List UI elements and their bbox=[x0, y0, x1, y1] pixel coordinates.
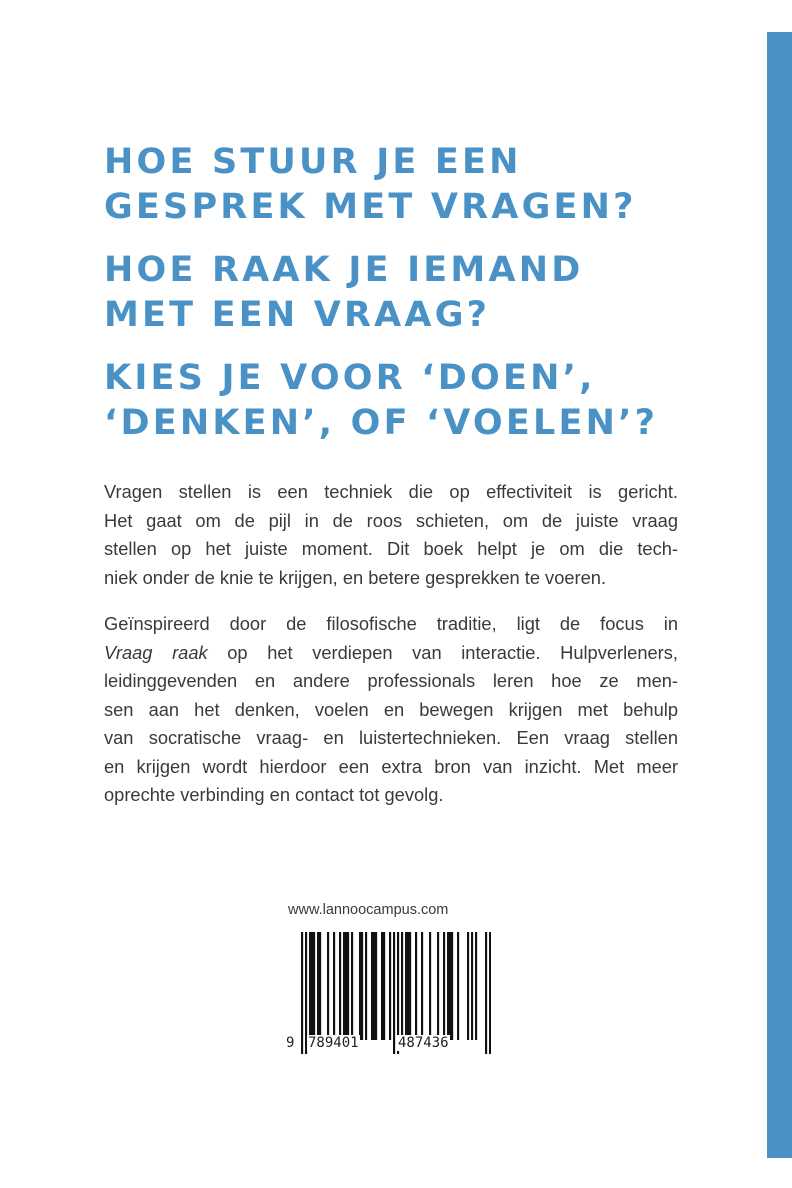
blurb-line: oprechte verbinding en contact tot gevolg. bbox=[104, 784, 444, 805]
barcode-bar bbox=[393, 932, 395, 1054]
question-2 bbox=[104, 248, 704, 338]
barcode-bar bbox=[373, 932, 375, 1040]
barcode-bar bbox=[343, 932, 345, 1040]
barcode-bar bbox=[333, 932, 335, 1040]
barcode-bar bbox=[359, 932, 361, 1040]
barcode-bar bbox=[389, 932, 391, 1040]
barcode-bar bbox=[449, 932, 451, 1040]
question-2-line-2: MET EEN VRAAG? bbox=[104, 295, 491, 335]
blurb-line: Vragen stellen is een techniek die op effectiviteit is gericht. bbox=[104, 481, 678, 502]
barcode-bar bbox=[415, 932, 417, 1040]
barcode-left-group: 789401 bbox=[308, 1035, 359, 1051]
isbn-barcode bbox=[285, 932, 495, 1057]
barcode-bar bbox=[309, 932, 311, 1040]
barcode-bar bbox=[327, 932, 329, 1040]
barcode-bar bbox=[485, 932, 487, 1054]
blurb-line-rest: op het verdiepen van interactie. Hulpverleners, bbox=[207, 641, 678, 663]
barcode-bar bbox=[339, 932, 341, 1040]
barcode-bar bbox=[313, 932, 315, 1040]
blurb-line: Het gaat om de pijl in de roos schieten, om de juiste vraag bbox=[104, 509, 678, 531]
blurb bbox=[104, 478, 678, 828]
barcode-bar bbox=[429, 932, 431, 1040]
publisher-website: www.lannoocampus.com bbox=[288, 902, 449, 918]
blurb-line: sen aan het denken, voelen en bewegen krijgen met behulp bbox=[104, 698, 678, 720]
blurb-line: en krijgen wordt hierdoor een extra bron van inzicht. Met meer bbox=[104, 755, 678, 777]
question-headings bbox=[104, 140, 704, 464]
question-1-line-1: HOE STUUR JE EEN bbox=[104, 142, 522, 182]
barcode-bar bbox=[345, 932, 347, 1040]
barcode-bar bbox=[383, 932, 385, 1040]
barcode-bar bbox=[467, 932, 469, 1040]
barcode-bar bbox=[317, 932, 319, 1040]
barcode-bar bbox=[443, 932, 445, 1040]
barcode-bar bbox=[421, 932, 423, 1040]
barcode-bar bbox=[409, 932, 411, 1040]
barcode-bar bbox=[407, 932, 409, 1040]
blurb-line: Geïnspireerd door de filosofische traditie, ligt de focus in bbox=[104, 613, 678, 634]
blurb-paragraph-2 bbox=[104, 610, 678, 810]
barcode-bar bbox=[375, 932, 377, 1040]
barcode-bar bbox=[457, 932, 459, 1040]
blurb-paragraph-1 bbox=[104, 478, 678, 592]
barcode-bar bbox=[489, 932, 491, 1054]
barcode-bar bbox=[347, 932, 349, 1040]
barcode-bar bbox=[365, 932, 367, 1040]
question-2-line-1: HOE RAAK JE IEMAND bbox=[104, 250, 584, 290]
barcode-bar bbox=[371, 932, 373, 1040]
question-3-line-1: KIES JE VOOR ‘DOEN’, bbox=[104, 358, 596, 398]
barcode-bar bbox=[401, 932, 403, 1040]
barcode-bar bbox=[437, 932, 439, 1040]
question-3 bbox=[104, 356, 704, 446]
question-3-line-2: ‘DENKEN’, OF ‘VOELEN’? bbox=[104, 403, 659, 443]
question-1-line-2: GESPREK MET VRAGEN? bbox=[104, 187, 637, 227]
book-title-italic: Vraag raak bbox=[104, 641, 208, 663]
barcode-bar bbox=[447, 932, 449, 1040]
barcode-bar bbox=[319, 932, 321, 1040]
question-1 bbox=[104, 140, 704, 230]
barcode-bar bbox=[301, 932, 303, 1054]
barcode-bar bbox=[381, 932, 383, 1040]
barcode-bar bbox=[475, 932, 477, 1040]
blurb-line: leidinggevenden en andere professionals leren hoe ze men- bbox=[104, 670, 678, 691]
barcode-bar bbox=[471, 932, 473, 1040]
spine-stripe bbox=[767, 32, 792, 1158]
blurb-line: van socratische vraag- en luistertechnieken. Een vraag stellen bbox=[104, 727, 678, 748]
barcode-bar bbox=[405, 932, 407, 1040]
barcode-bar bbox=[311, 932, 313, 1040]
blurb-line: niek onder de knie te krijgen, en betere gesprekken te voeren. bbox=[104, 566, 607, 588]
blurb-line: stellen op het juiste moment. Dit boek helpt je om die tech- bbox=[104, 538, 678, 559]
blurb-line-with-title bbox=[104, 639, 678, 668]
barcode-right-group: 487436 bbox=[398, 1035, 449, 1051]
barcode-first-digit: 9 bbox=[286, 1035, 295, 1051]
barcode-bar bbox=[351, 932, 353, 1040]
barcode-bar bbox=[361, 932, 363, 1040]
barcode-bar bbox=[451, 932, 453, 1040]
